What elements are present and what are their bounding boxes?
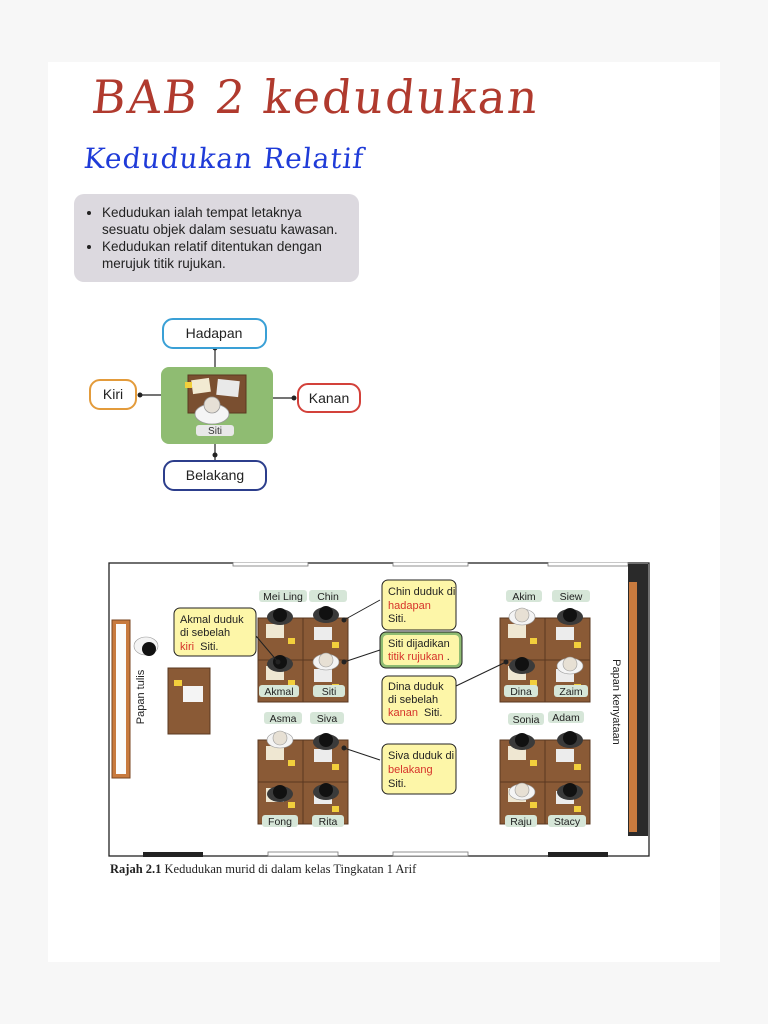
front-box (163, 319, 266, 348)
callout-text: Siti. (200, 641, 219, 653)
name-tag: Sonia (512, 714, 540, 726)
left-label: Kiri (102, 386, 124, 402)
svg-text:kiri Siti. (180, 641, 218, 653)
callout-text-line: di sebelah (388, 694, 439, 706)
definition-box (74, 194, 359, 282)
name-tag: Adam (552, 712, 580, 724)
callout-text: Siti dijadikan (388, 638, 450, 650)
callout-dina (382, 676, 456, 724)
name-tag: Fong (268, 816, 292, 828)
front-label: Hadapan (185, 325, 243, 341)
callout-text: Siva duduk di (388, 750, 455, 762)
name-tag: Dina (510, 686, 532, 698)
teacher-desk (168, 668, 210, 734)
definition-list (84, 204, 351, 272)
callout-text: Siti. (388, 613, 407, 625)
name-tag: Raju (510, 816, 532, 828)
name-tag: Akmal (264, 686, 294, 698)
callout-siva (382, 744, 456, 794)
callout-siti (380, 632, 462, 668)
name-tag: Siti (321, 686, 337, 698)
name-tag: Stacy (553, 816, 581, 828)
caption-text: Kedudukan murid di dalam kelas Tingkatan 1 Arif (164, 862, 417, 876)
callout-text-line: Dina duduk (388, 681, 444, 693)
right-box (298, 384, 360, 412)
name-tag: Akim (512, 591, 536, 603)
name-tag: Asma (269, 713, 297, 725)
figure-caption (110, 862, 416, 877)
noticeboard-label: Papan kenyataan (610, 659, 622, 745)
name-tag: Siva (316, 713, 338, 725)
whiteboard-label: Papan tulis (135, 669, 147, 725)
callout-key: kiri (180, 641, 195, 653)
chapter-heading: BAB 2 kedudukan (89, 70, 543, 124)
svg-text:kanan Siti. (388, 707, 442, 719)
callout-akmal (174, 608, 256, 656)
reference-student (161, 367, 273, 444)
callout-key: belakang (388, 764, 433, 776)
name-tag: Rita (318, 816, 338, 828)
callout-text: Chin duduk di (388, 586, 456, 598)
section-heading: Kedudukan Relatif (82, 142, 366, 175)
callout-key: hadapan (388, 600, 431, 612)
definition-item: • Kedudukan relatif ditentukan dengan merujuk titik rujukan. (102, 238, 351, 272)
name-tag: Zaim (559, 686, 583, 698)
callout-text: Siti. (424, 707, 443, 719)
right-label: Kanan (308, 390, 350, 406)
callout-text-line: di sebelah (180, 627, 231, 639)
back-box (164, 461, 266, 490)
callout-chin (382, 580, 456, 630)
callout-text: Siti. (388, 778, 407, 790)
name-tag: Mei Ling (263, 591, 303, 603)
name-tag: Siew (559, 591, 583, 603)
center-name-tag: Siti (208, 426, 222, 437)
back-label: Belakang (185, 467, 245, 483)
callout-text: . (446, 651, 450, 663)
classroom-plan (108, 562, 651, 858)
svg-text:titik rujukan . (388, 651, 450, 663)
callout-text-line: Akmal duduk (180, 614, 244, 626)
left-box (90, 380, 136, 409)
callout-text (388, 681, 444, 706)
callout-key: kanan (388, 707, 418, 719)
caption-label: Rajah 2.1 (110, 862, 162, 876)
name-tag: Chin (317, 591, 339, 603)
relative-position-diagram (84, 312, 374, 497)
callout-key: titik rujukan (388, 651, 444, 663)
definition-item: • Kedudukan ialah tempat letaknya sesuatu objek dalam sesuatu kawasan. (102, 204, 351, 238)
